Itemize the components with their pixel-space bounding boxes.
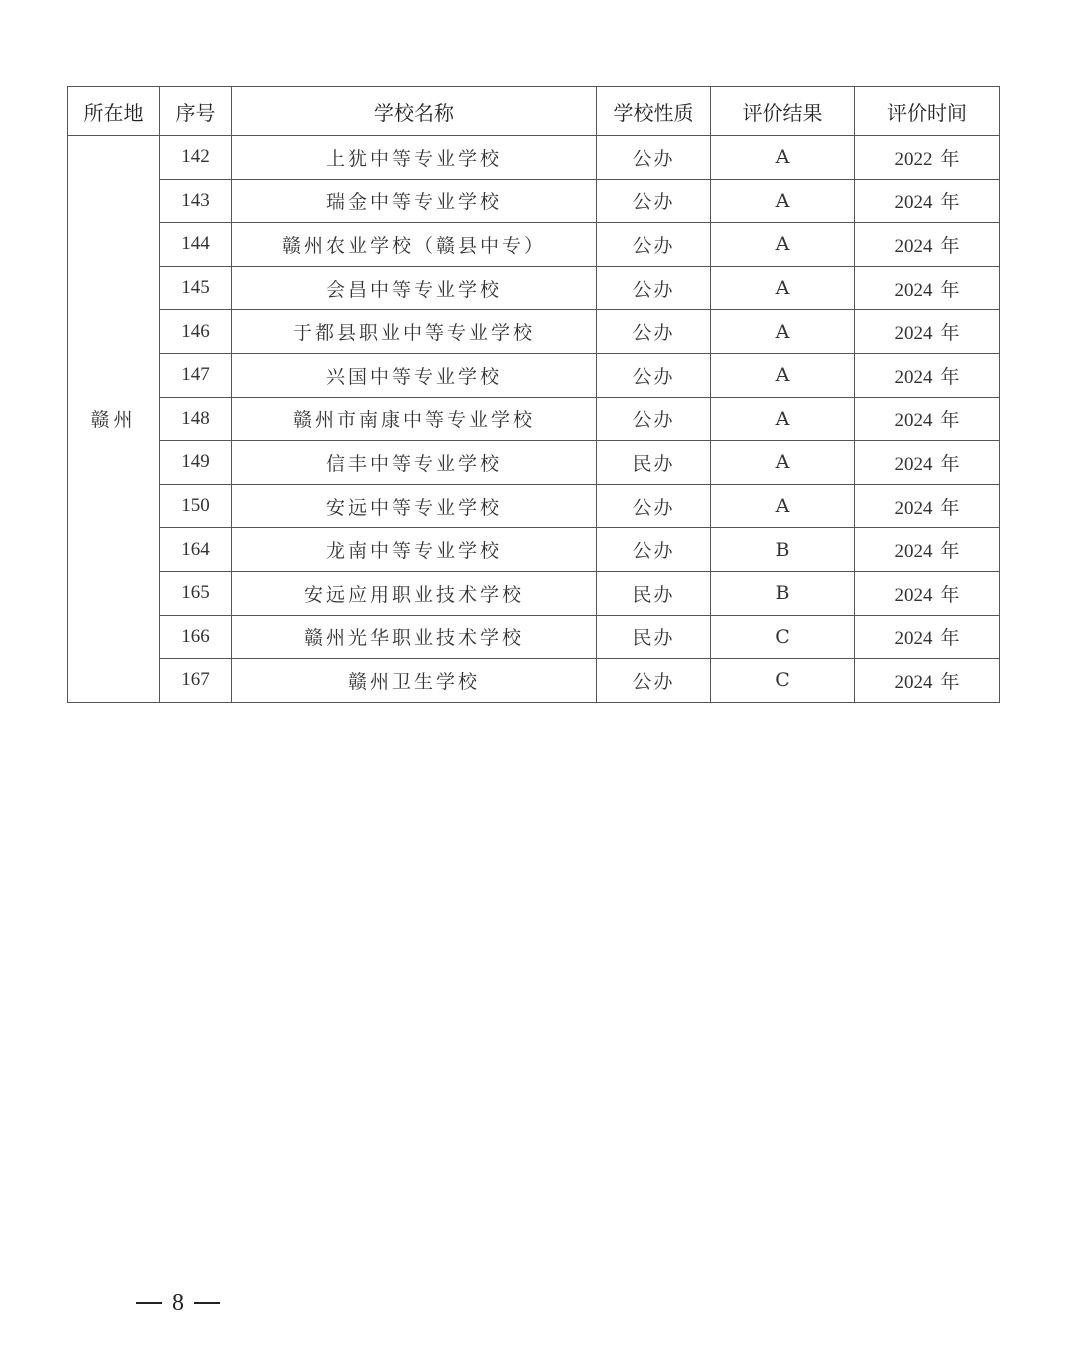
table-row: [68, 310, 1000, 354]
result-cell: A: [711, 310, 855, 354]
eval-year-suffix: 年: [940, 410, 960, 432]
eval-year: 2024: [894, 192, 933, 214]
row-number-cell: 167: [160, 659, 232, 703]
school-type-cell: 公办: [597, 484, 711, 528]
table-row: [68, 223, 1000, 267]
row-number-cell: 149: [160, 441, 232, 485]
eval-year: 2024: [894, 279, 933, 301]
row-number-cell: 166: [160, 615, 232, 659]
school-name-cell: 赣州光华职业技术学校: [232, 615, 597, 659]
eval-time-cell: [855, 441, 1000, 485]
eval-year: 2024: [894, 410, 933, 432]
eval-year-suffix: 年: [940, 366, 960, 388]
school-type-cell: 民办: [597, 615, 711, 659]
table-header-row: [68, 87, 1000, 136]
eval-time-cell: [855, 223, 1000, 267]
table-row: [68, 136, 1000, 180]
eval-time-cell: [855, 659, 1000, 703]
page-number: 8: [172, 1289, 184, 1316]
header-school-type: 学校性质: [597, 87, 711, 136]
eval-year: 2022: [894, 148, 933, 170]
eval-year-suffix: 年: [940, 628, 960, 650]
school-evaluation-table: [67, 86, 1000, 703]
school-name-cell: 赣州市南康中等专业学校: [232, 397, 597, 441]
school-type-cell: 公办: [597, 353, 711, 397]
row-number-cell: 164: [160, 528, 232, 572]
row-number-cell: 150: [160, 484, 232, 528]
school-type-cell: 公办: [597, 528, 711, 572]
eval-time-cell: [855, 136, 1000, 180]
school-name-cell: 赣州农业学校（赣县中专）: [232, 223, 597, 267]
row-number-cell: 145: [160, 266, 232, 310]
result-cell: A: [711, 397, 855, 441]
eval-year-suffix: 年: [940, 192, 960, 214]
header-location: 所在地: [68, 87, 160, 136]
school-type-cell: 公办: [597, 659, 711, 703]
school-name-cell: 会昌中等专业学校: [232, 266, 597, 310]
eval-year-suffix: 年: [940, 584, 960, 606]
eval-year: 2024: [894, 628, 933, 650]
location-cell: 赣州: [68, 136, 160, 703]
eval-time-cell: [855, 266, 1000, 310]
school-type-cell: 公办: [597, 310, 711, 354]
school-type-cell: 公办: [597, 266, 711, 310]
eval-time-cell: [855, 484, 1000, 528]
header-result: 评价结果: [711, 87, 855, 136]
page-footer: [136, 1285, 220, 1321]
eval-year-suffix: 年: [940, 235, 960, 257]
table-row: [68, 528, 1000, 572]
eval-year-suffix: 年: [940, 148, 960, 170]
eval-year-suffix: 年: [940, 541, 960, 563]
table-row: [68, 266, 1000, 310]
school-type-cell: 公办: [597, 179, 711, 223]
school-name-cell: 赣州卫生学校: [232, 659, 597, 703]
row-number-cell: 148: [160, 397, 232, 441]
row-number-cell: 165: [160, 571, 232, 615]
eval-time-cell: [855, 397, 1000, 441]
eval-year: 2024: [894, 541, 933, 563]
table-row: [68, 571, 1000, 615]
eval-time-cell: [855, 571, 1000, 615]
footer-dash-right: [194, 1302, 220, 1304]
school-evaluation-table-wrap: [67, 86, 999, 703]
header-number: 序号: [160, 87, 232, 136]
school-name-cell: 安远中等专业学校: [232, 484, 597, 528]
table-row: [68, 484, 1000, 528]
table-row: [68, 353, 1000, 397]
school-name-cell: 信丰中等专业学校: [232, 441, 597, 485]
eval-year: 2024: [894, 453, 933, 475]
row-number-cell: 144: [160, 223, 232, 267]
eval-year-suffix: 年: [940, 323, 960, 345]
eval-year: 2024: [894, 323, 933, 345]
eval-year-suffix: 年: [940, 453, 960, 475]
result-cell: A: [711, 484, 855, 528]
eval-year-suffix: 年: [940, 279, 960, 301]
result-cell: B: [711, 571, 855, 615]
school-name-cell: 瑞金中等专业学校: [232, 179, 597, 223]
eval-year-suffix: 年: [940, 497, 960, 519]
school-type-cell: 公办: [597, 136, 711, 180]
school-type-cell: 民办: [597, 441, 711, 485]
table-row: [68, 441, 1000, 485]
eval-time-cell: [855, 353, 1000, 397]
result-cell: A: [711, 179, 855, 223]
eval-year: 2024: [894, 584, 933, 606]
eval-year: 2024: [894, 497, 933, 519]
table-row: [68, 179, 1000, 223]
result-cell: A: [711, 136, 855, 180]
eval-time-cell: [855, 310, 1000, 354]
header-school-name: 学校名称: [232, 87, 597, 136]
school-type-cell: 公办: [597, 397, 711, 441]
row-number-cell: 143: [160, 179, 232, 223]
school-name-cell: 兴国中等专业学校: [232, 353, 597, 397]
result-cell: B: [711, 528, 855, 572]
eval-time-cell: [855, 528, 1000, 572]
result-cell: C: [711, 659, 855, 703]
eval-year: 2024: [894, 366, 933, 388]
table-body: [68, 136, 1000, 703]
school-type-cell: 民办: [597, 571, 711, 615]
result-cell: A: [711, 441, 855, 485]
eval-time-cell: [855, 615, 1000, 659]
eval-year-suffix: 年: [940, 671, 960, 693]
row-number-cell: 146: [160, 310, 232, 354]
eval-year: 2024: [894, 671, 933, 693]
result-cell: A: [711, 266, 855, 310]
school-name-cell: 上犹中等专业学校: [232, 136, 597, 180]
school-name-cell: 安远应用职业技术学校: [232, 571, 597, 615]
eval-year: 2024: [894, 235, 933, 257]
school-name-cell: 龙南中等专业学校: [232, 528, 597, 572]
school-name-cell: 于都县职业中等专业学校: [232, 310, 597, 354]
footer-dash-left: [136, 1302, 162, 1304]
school-type-cell: 公办: [597, 223, 711, 267]
row-number-cell: 147: [160, 353, 232, 397]
table-row: [68, 397, 1000, 441]
table-row: [68, 659, 1000, 703]
result-cell: A: [711, 223, 855, 267]
result-cell: C: [711, 615, 855, 659]
result-cell: A: [711, 353, 855, 397]
table-row: [68, 615, 1000, 659]
header-eval-time: 评价时间: [855, 87, 1000, 136]
row-number-cell: 142: [160, 136, 232, 180]
eval-time-cell: [855, 179, 1000, 223]
